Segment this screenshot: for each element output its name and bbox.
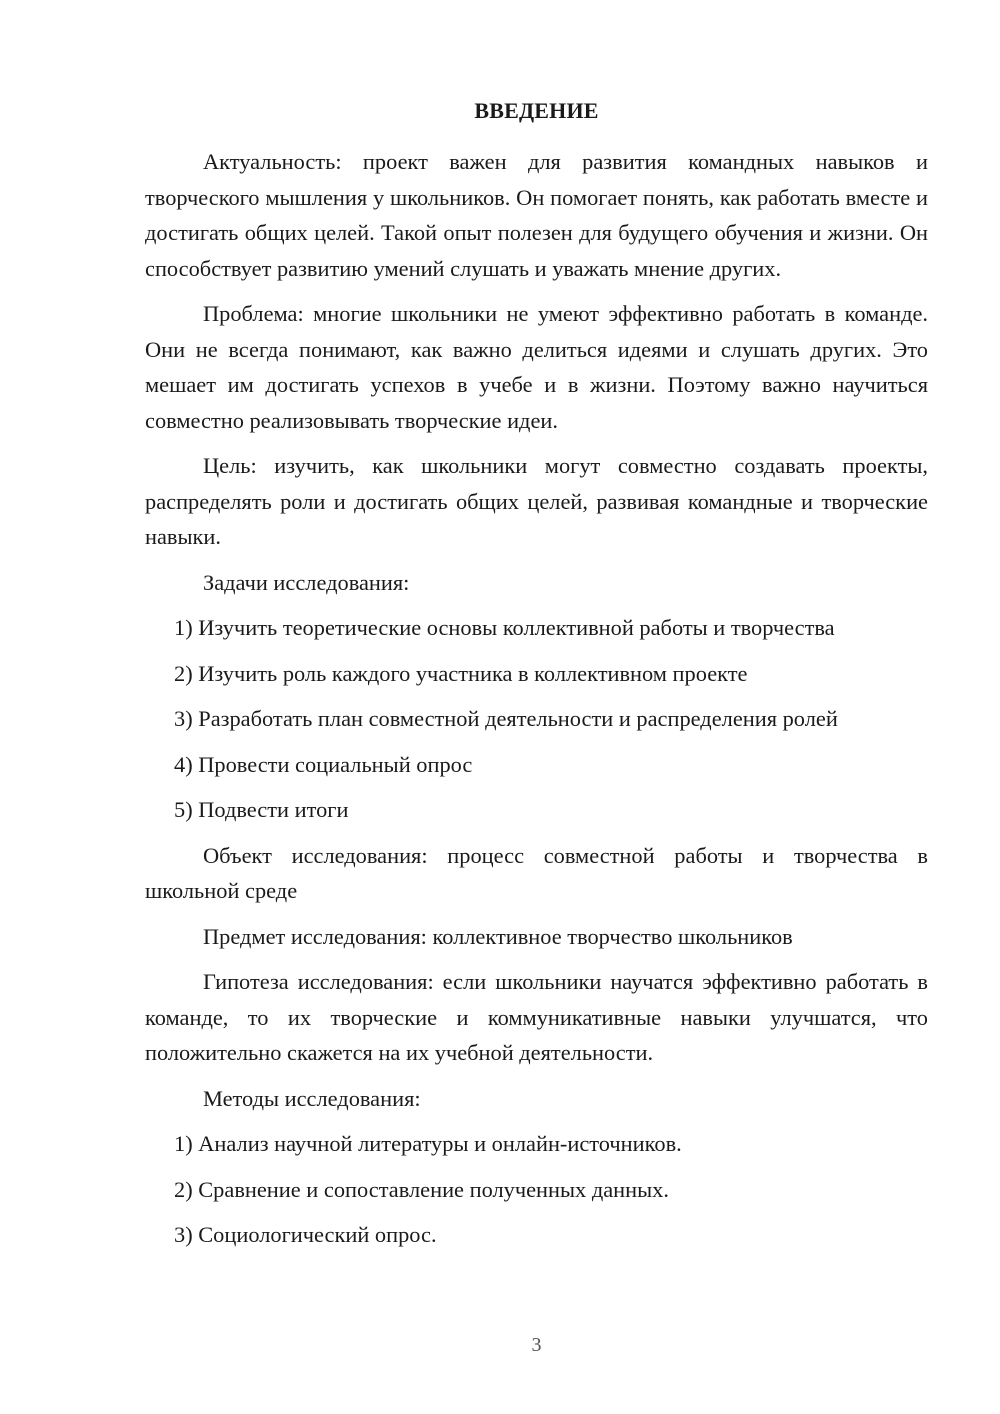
methods-label: Методы исследования: — [203, 1085, 421, 1111]
method-item: 2) Сравнение и сопоставление полученных данных. — [174, 1176, 669, 1202]
page-number: 3 — [531, 1334, 542, 1356]
relevance-paragraph: Актуальность: проект важен для развития командных навыков и творческого мышления у школьников. Он помогает понять, как работать вместе и достигать общих целей. Такой опыт полезен для будущего обучения и жизни. Он способствует развитию умений слушать и уважать мнение других. — [145, 149, 928, 281]
tasks-label: Задачи исследования: — [203, 569, 410, 595]
task-item: 5) Подвести итоги — [174, 797, 349, 822]
subject-paragraph: Предмет исследования: коллективное творчество школьников — [203, 923, 793, 949]
problem-paragraph: Проблема: многие школьники не умеют эффективно работать в команде. Они не всегда понимают, как важно делиться идеями и слушать других. Это мешает им достигать успехов в учебе и в жизни. Поэтому важно научиться совместно реализовывать творческие идеи. — [145, 301, 928, 433]
object-paragraph: Объект исследования: процесс совместной работы и творчества в школьной среде — [145, 842, 928, 903]
task-item: 4) Провести социальный опрос — [174, 751, 473, 777]
document-body — [145, 144, 928, 1263]
hypothesis-paragraph: Гипотеза исследования: если школьники научатся эффективно работать в команде, то их творческие и коммуникативные навыки улучшатся, что положительно скажется на их учебной деятельности. — [145, 969, 928, 1065]
goal-paragraph: Цель: изучить, как школьники могут совместно создавать проекты, распределять роли и достигать общих целей, развивая командные и творческие навыки. — [145, 453, 928, 549]
section-title: ВВЕДЕНИЕ — [474, 98, 599, 123]
method-item: 3) Социологический опрос. — [174, 1222, 437, 1247]
task-item: 1) Изучить теоретические основы коллективной работы и творчества — [174, 615, 835, 640]
task-item: 2) Изучить роль каждого участника в коллективном проекте — [174, 660, 748, 686]
method-item: 1) Анализ научной литературы и онлайн-источников. — [174, 1131, 682, 1156]
task-item: 3) Разработать план совместной деятельности и распределения ролей — [174, 706, 838, 731]
document-page — [145, 0, 928, 1414]
